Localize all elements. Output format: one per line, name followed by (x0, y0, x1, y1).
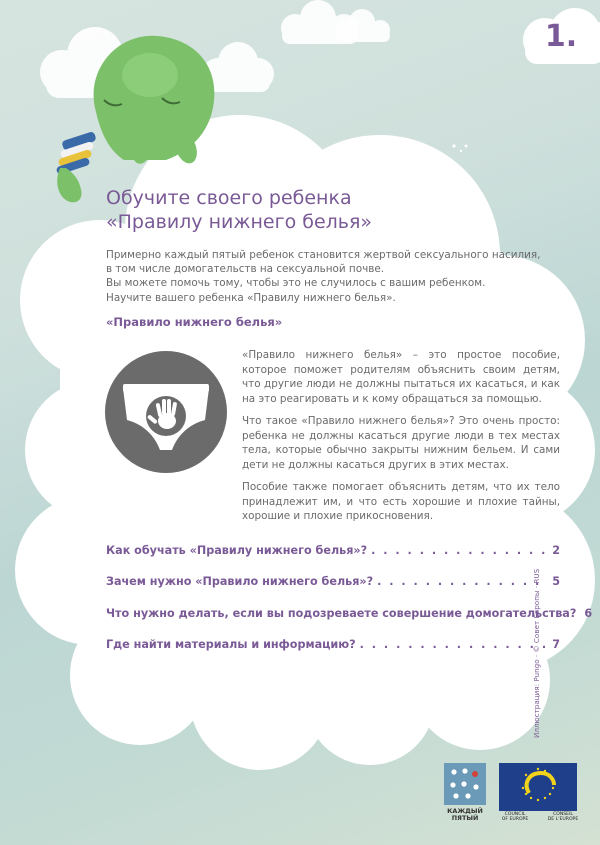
coe-logo-text (494, 812, 584, 823)
section-subheading: «Правило нижнего белья» (106, 315, 283, 329)
coe-text-fr (542, 812, 584, 823)
intro-text (106, 248, 541, 305)
toc-entry[interactable] (106, 544, 560, 557)
title-line-1: Обучите своего ребенка (106, 187, 352, 209)
intro-line: Примерно каждый пятый ребенок становится жертвой сексуального насилия, (106, 249, 541, 261)
sparkle-dots (452, 144, 467, 152)
coe-line: CONSEIL (553, 812, 573, 817)
campaign-logo (444, 763, 486, 805)
intro-line: Научите вашего ребенка «Правилу нижнего белья». (106, 291, 396, 304)
council-of-europe-logo (499, 763, 577, 811)
campaign-logo-text (440, 808, 490, 823)
coe-line: COUNCIL (504, 812, 526, 817)
coe-text-en (494, 812, 536, 823)
toc-entry[interactable] (106, 607, 593, 620)
toc-label: Где найти материалы и информацию? (106, 638, 356, 651)
coe-line: DE L'EUROPE (547, 817, 579, 823)
coe-emblem-icon (499, 763, 577, 811)
toc-leader (371, 544, 548, 557)
underwear-hand-icon (105, 351, 227, 473)
toc-leader (377, 575, 548, 588)
decorative-cloud-mid (335, 9, 390, 42)
coe-line: OF EUROPE (501, 817, 529, 823)
body-paragraph: «Правило нижнего белья» – это простое пособие, которое поможет родителям объяснить своим детям, что другие люди не должны пытаться их касаться, и как на это реагировать и к кому обращаться за помощью. (242, 349, 560, 405)
campaign-logo-line: ПЯТЫЙ (451, 814, 479, 823)
toc-page-number: 2 (552, 544, 560, 557)
flower-icon (444, 763, 486, 805)
toc-entry[interactable] (106, 575, 560, 588)
toc-label: Зачем нужно «Правило нижнего белья»? (106, 575, 374, 588)
intro-line: Вы можете помочь тому, чтобы это не случилось с вашим ребенком. (106, 277, 486, 290)
illustration-credit: Иллюстрация: Pungo · © Совет Европы · RUS (532, 568, 541, 738)
campaign-logo-line: КАЖДЫЙ (447, 807, 483, 815)
intro-line: в том числе домогательств на сексуальной почве. (106, 263, 385, 276)
title-line-2: «Правилу нижнего белья» (106, 211, 373, 233)
page-number: 1. (544, 18, 578, 54)
body-paragraph: Пособие также помогает объяснить детям, что их тело принадлежит им, и что есть хорошие и плохие тайны, хорошие и плохие прикосновения. (242, 481, 560, 523)
toc-page-number: 7 (552, 638, 560, 651)
toc-label: Как обучать «Правилу нижнего белья»? (106, 544, 368, 557)
page-title (106, 186, 372, 234)
toc-label: Что нужно делать, если вы подозреваете совершение домогательства? (106, 607, 577, 620)
toc-page-number: 6 (584, 607, 593, 620)
toc-page-number: 5 (552, 575, 560, 588)
toc-entry[interactable] (106, 638, 560, 651)
body-paragraph: Что такое «Правило нижнего белья»? Это очень просто: ребенка не должны касаться другие люди в тех местах тела, которые обычно закрыты нижним бельем. И сами дети не должны касаться других в этих местах. (242, 415, 560, 471)
toc-leader (360, 638, 549, 651)
